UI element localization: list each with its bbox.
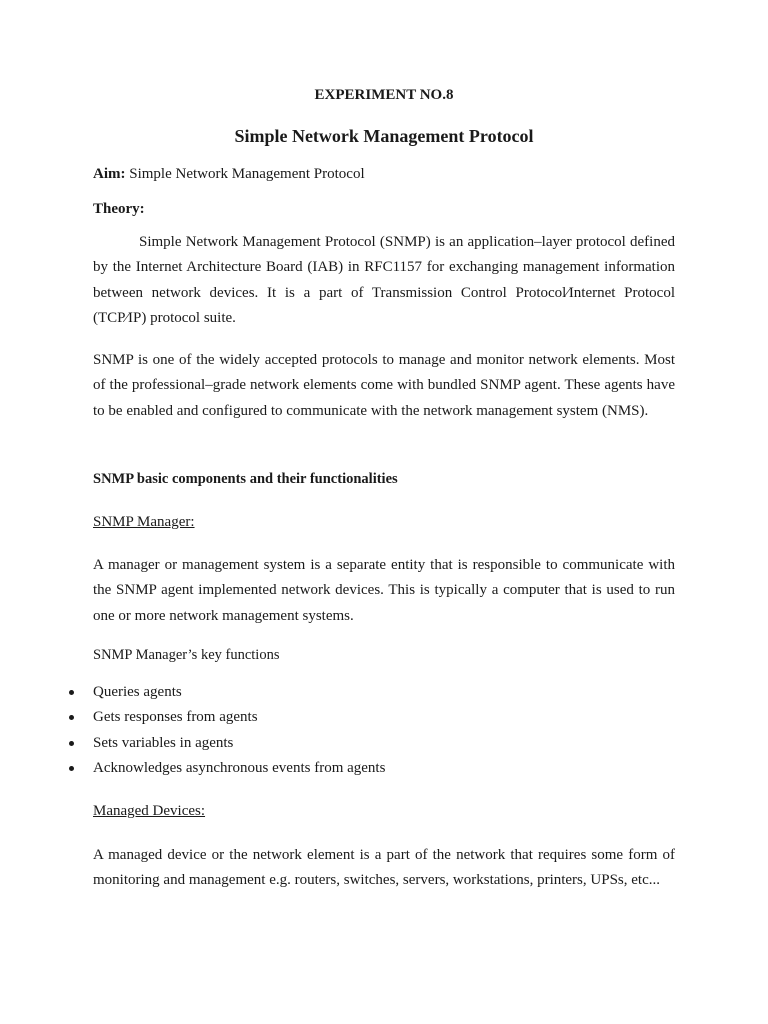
list-item (0, 756, 768, 781)
list-item (0, 680, 768, 705)
snmp-manager-paragraph: A manager or management system is a separate entity that is responsible to communicate with the SNMP agent implemented network devices. This is typically a computer that is used to run one or more network management systems. (93, 557, 675, 624)
page-title: Simple Network Management Protocol (234, 126, 534, 146)
list-item-text: Acknowledges asynchronous events from agents (93, 759, 386, 776)
list-item-text: Gets responses from agents (93, 709, 258, 726)
components-heading: SNMP basic components and their functionalities (93, 471, 398, 487)
bullet-icon (69, 741, 74, 746)
list-item (0, 731, 768, 756)
bullet-icon (69, 690, 74, 695)
bullet-icon (69, 766, 74, 771)
snmp-manager-heading: SNMP Manager: (93, 514, 195, 530)
list-item (0, 705, 768, 730)
theory-paragraph-1: Simple Network Management Protocol (SNMP) is an application–layer protocol defined by the Internet Architecture Board (IAB) in RFC1157 for exchanging management information between network devices. It is a part of Transmission Control Protocol⁄Internet Protocol (TCP⁄IP) protocol suite. (93, 234, 675, 326)
theory-label: Theory: (93, 201, 145, 217)
list-item-text: Queries agents (93, 684, 182, 700)
bullet-icon (69, 715, 74, 720)
managed-devices-paragraph: A managed device or the network element is a part of the network that requires some form of monitoring and management e.g. routers, switches, servers, workstations, printers, UPSs, etc... (93, 847, 675, 889)
key-functions-heading: SNMP Manager’s key functions (93, 647, 280, 663)
list-item-text: Sets variables in agents (93, 734, 234, 751)
managed-devices-heading: Managed Devices: (93, 803, 206, 819)
aim-text: Simple Network Management Protocol (125, 166, 365, 182)
experiment-number: EXPERIMENT NO.8 (314, 87, 454, 103)
aim-line (93, 166, 365, 183)
key-functions-list (0, 680, 768, 781)
aim-label: Aim: (93, 166, 126, 182)
theory-paragraph-2: SNMP is one of the widely accepted protocols to manage and monitor network elements. Most of the professional–grade network elements come with bundled SNMP agent. These agents have to be enabled and configured to communicate with the network management system (NMS). (93, 352, 675, 419)
